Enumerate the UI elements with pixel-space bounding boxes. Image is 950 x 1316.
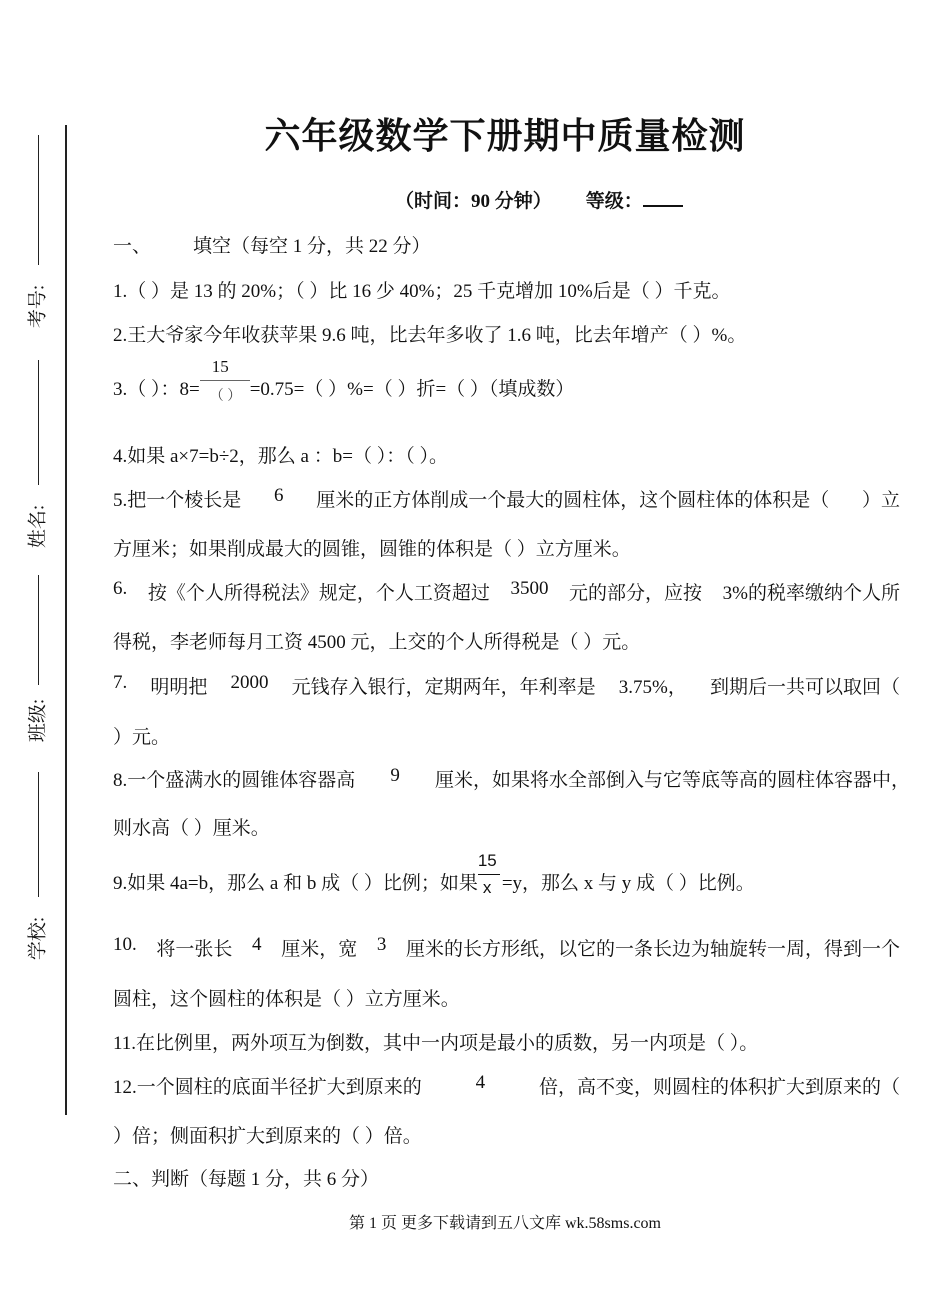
q9-fraction-numerator: 15 bbox=[477, 851, 497, 870]
question-7-line-1 bbox=[113, 672, 900, 699]
school-label: 学校: bbox=[27, 916, 49, 961]
q7-word: 明明把 bbox=[150, 677, 208, 698]
exam-no-label: 考号: bbox=[27, 284, 49, 329]
q9-fraction-bar bbox=[478, 874, 500, 875]
q10-word: 3 bbox=[376, 934, 387, 955]
question-10-line-2: 圆柱，这个圆柱的体积是（ ）立方厘米。 bbox=[113, 989, 460, 1010]
grade-blank bbox=[643, 189, 683, 207]
page-footer: 第 1 页 更多下载请到五八文库 wk.58sms.com bbox=[348, 1215, 661, 1232]
q8-word: 9 bbox=[390, 765, 400, 786]
q8-word: 厘米，如果将水全部倒入与它等底等高的圆柱体容器中， bbox=[434, 770, 910, 791]
q6-word: 6. bbox=[113, 578, 128, 599]
q3-fraction-bar bbox=[200, 380, 250, 381]
question-10-line-1 bbox=[113, 934, 900, 961]
question-12-line-1 bbox=[113, 1072, 900, 1099]
question-6-line-2: 得税，李老师每月工资 4500 元，上交的个人所得税是（ ）元。 bbox=[113, 632, 641, 653]
q7-word: 3.75%， bbox=[618, 677, 687, 698]
binding-line bbox=[65, 125, 67, 1115]
q12-word: 4 bbox=[475, 1072, 486, 1093]
q3-part-b: =0.75=（ ）%=（ ）折=（ ）（填成数） bbox=[249, 379, 575, 400]
q5-word: 6 bbox=[274, 485, 284, 506]
question-9 bbox=[113, 851, 755, 897]
q3-fraction-denominator: （ ） bbox=[209, 389, 242, 404]
q10-word: 4 bbox=[252, 934, 262, 955]
q12-word: 12.一个圆柱的底面半径扩大到原来的 bbox=[113, 1077, 422, 1098]
question-5-line-1 bbox=[113, 485, 900, 512]
q10-word: 将一张长 bbox=[156, 939, 233, 960]
q9-fraction bbox=[477, 851, 502, 897]
q7-word: 到期后一共可以取回（ bbox=[709, 677, 900, 698]
question-4: 4.如果 a×7=b÷2，那么 a ：b=（ ）：（ ）。 bbox=[113, 446, 448, 467]
exam-info bbox=[395, 186, 683, 213]
q6-word: 3%的税率缴纳个人所 bbox=[722, 583, 900, 604]
name-blank bbox=[38, 360, 39, 485]
q9-part-b: =y，那么 x 与 y 成（ ）比例。 bbox=[501, 873, 755, 894]
q8-word: 8.一个盛满水的圆锥体容器高 bbox=[113, 770, 356, 791]
question-1: 1.（ ）是 13 的 20%；（ ）比 16 少 40%；25 千克增加 10%后是（ ）千克。 bbox=[113, 281, 731, 302]
q5-word: ）立 bbox=[861, 490, 900, 511]
section1-number: 一、 bbox=[113, 236, 152, 257]
q12-word: 倍，高不变，则圆柱的体积扩大到原来的（ bbox=[538, 1077, 900, 1098]
question-5-line-2: 方厘米；如果削成最大的圆锥，圆锥的体积是（ ）立方厘米。 bbox=[113, 539, 631, 560]
q7-word: 7. bbox=[113, 672, 128, 693]
q3-fraction bbox=[200, 357, 250, 404]
question-12-line-2: ）倍；侧面积扩大到原来的（ ）倍。 bbox=[113, 1126, 422, 1147]
question-8-line-1 bbox=[113, 765, 910, 792]
q5-word: 厘米的正方体削成一个最大的圆柱体，这个圆柱体的体积是（ bbox=[316, 490, 830, 511]
q10-word: 厘米，宽 bbox=[281, 939, 358, 960]
q9-fraction-denominator: x bbox=[482, 878, 492, 897]
page-title: 六年级数学下册期中质量检测 bbox=[264, 116, 746, 156]
class-label: 班级: bbox=[27, 698, 49, 743]
class-blank bbox=[38, 575, 39, 685]
school-blank bbox=[38, 772, 39, 897]
q10-word: 厘米的长方形纸，以它的一条长边为轴旋转一周，得到一个 bbox=[405, 939, 900, 960]
question-8-line-2: 则水高（ ）厘米。 bbox=[113, 818, 270, 839]
time-limit: （时间：90 分钟） bbox=[395, 191, 552, 212]
q9-part-a: 9.如果 4a=b，那么 a 和 b 成（ ）比例；如果 bbox=[113, 873, 478, 894]
question-6-line-1 bbox=[113, 578, 900, 605]
question-11: 11.在比例里，两外项互为倒数，其中一内项是最小的质数，另一内项是（ ）。 bbox=[113, 1033, 759, 1054]
section1-title: 填空（每空 1 分，共 22 分） bbox=[193, 236, 431, 257]
question-2: 2.王大爷家今年收获苹果 9.6 吨，比去年多收了 1.6 吨，比去年增产（ ）%。 bbox=[113, 325, 747, 346]
q6-word: 按《个人所得税法》规定，个人工资超过 bbox=[147, 583, 490, 604]
q7-word: 元钱存入银行，定期两年，年利率是 bbox=[291, 677, 596, 698]
section2-heading: 二、判断（每题 1 分，共 6 分） bbox=[113, 1169, 380, 1190]
q7-word: 2000 bbox=[230, 672, 269, 693]
q3-part-a: 3.（ ）：8= bbox=[113, 379, 200, 400]
question-3 bbox=[113, 357, 575, 404]
q6-word: 3500 bbox=[510, 578, 549, 599]
q5-word: 5.把一个棱长是 bbox=[113, 490, 242, 511]
section1-heading bbox=[113, 231, 431, 258]
grade-label: 等级： bbox=[585, 191, 643, 212]
question-7-line-2: ）元。 bbox=[113, 727, 171, 748]
q3-fraction-numerator: 15 bbox=[211, 357, 229, 376]
q6-word: 元的部分，应按 bbox=[569, 583, 703, 604]
name-label: 姓名: bbox=[27, 504, 49, 549]
q10-word: 10. bbox=[113, 934, 137, 955]
